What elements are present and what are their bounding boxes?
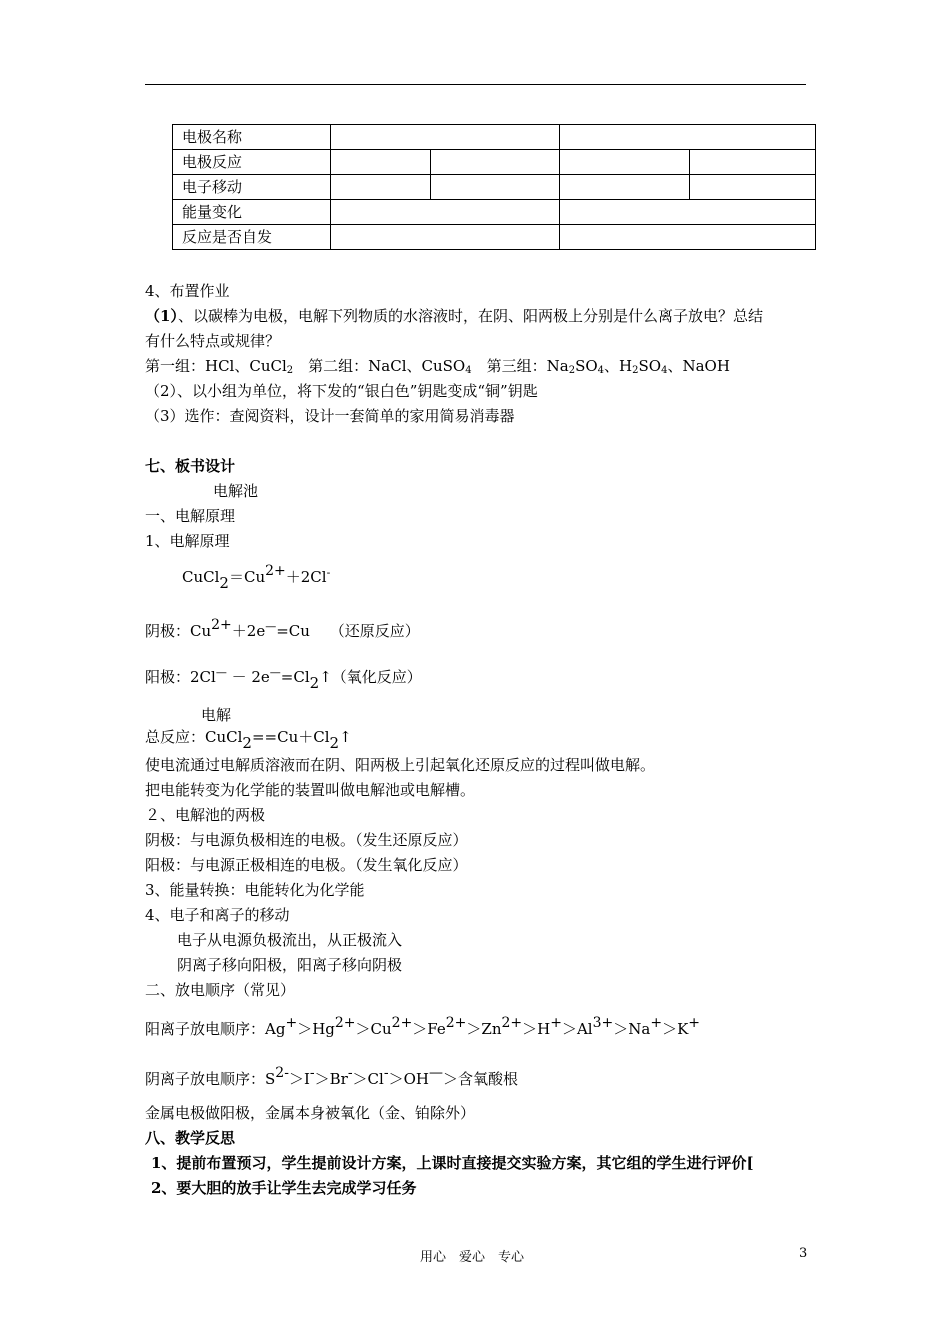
cation-ion: ＞K [662,1020,689,1038]
section-1-1: 1、电解原理 [145,532,230,550]
reflection-heading: 八、教学反思 [145,1129,236,1147]
anion-ion: S [265,1070,276,1088]
homework-groups: 第一组：HCl、CuCl$_2$ 第二组：NaCl、CuSO$_4$ 第三组：$Na_2SO_4$、$H_2SO_4$、NaOH [145,357,730,376]
group-3-e: 、NaOH [667,357,730,375]
section-4-b: 阴离子移向阳极，阳离子移向阴极 [177,956,403,974]
table-row [173,175,816,200]
row-label: 电极名称 [173,125,331,150]
section-3: 3、能量转换：电能转化为化学能 [145,881,365,899]
cation-ion-charge: + [285,1015,298,1031]
table-cell [560,175,690,200]
group-3-b: SO [575,357,598,375]
cation-ion: ＞Hg [297,1020,335,1038]
table-cell [331,225,560,250]
homework-heading: 4、布置作业 [145,282,230,300]
anion-label: 阴离子放电顺序： [145,1070,266,1088]
group-3-c: 、H [604,357,633,375]
cation-ion-charge: + [550,1015,562,1031]
ionization-equation: CuCl2＝Cu2+＋2Cl- [182,563,331,592]
cation-ion-charge: 2+ [501,1015,523,1031]
table-row [173,200,816,225]
row-label: 电子移动 [173,175,331,200]
anion-ion-charge: — [428,1065,443,1081]
cation-ion: ＞Na [613,1020,651,1038]
section-4-a: 电子从电源负极流出，从正极流入 [177,931,403,949]
group-3: 第三组：Na [486,357,569,375]
anion-ion-charge: - [347,1065,353,1081]
reflection-1: 1、提前布置预习，学生提前设计方案，上课时直接提交实验方案，其它组的学生进行评价[ [151,1154,754,1172]
metal-electrode-note: 金属电极做阳极，金属本身被氧化（金、铂除外） [145,1104,476,1122]
table-row [173,125,816,150]
q1-text: 、以碳棒为电极，电解下列物质的水溶液时，在阴、阳两极上分别是什么离子放电？总结 [177,307,763,325]
cation-ion: ＞Al [561,1020,593,1038]
group-1: 第一组：HCl、CuCl [145,357,287,375]
definition-1: 使电流通过电解质溶液而在阴、阳两极上引起氧化还原反应的过程叫做电解。 [145,756,656,774]
cation-ion-charge: 2+ [334,1015,356,1031]
definition-2: 把电能转变为化学能的装置叫做电解池或电解槽。 [145,781,476,799]
row-label: 电极反应 [173,150,331,175]
anion-ion: ＞I [288,1070,310,1088]
anion-ion: ＞含氧酸根 [442,1070,518,1088]
table-cell [331,125,560,150]
section-2-a: 阴极：与电源负极相连的电极。（发生还原反应） [145,831,468,849]
page-number: 3 [799,1246,808,1261]
table-row [173,150,816,175]
reflection-2: 2、要大胆的放手让学生去完成学习任务 [151,1179,417,1197]
overall-equation: 总反应：CuCl2==Cu＋Cl2↑ [145,728,352,752]
anion-ion-charge: - [383,1065,389,1081]
board-heading: 七、板书设计 [145,457,236,475]
section-1: 一、电解原理 [145,507,236,525]
anion-order [145,1065,518,1090]
anion-ion: ＞OH [388,1070,429,1088]
table-cell [560,125,816,150]
table-cell [560,225,816,250]
cation-ion: ＞Cu [355,1020,392,1038]
anion-ion: ＞Br [314,1070,348,1088]
electrolysis-condition: 电解 [201,706,232,724]
board-title: 电解池 [213,482,259,500]
row-label: 能量变化 [173,200,331,225]
table-cell [431,150,560,175]
cation-label: 阳离子放电顺序： [145,1020,266,1038]
table-cell [431,175,560,200]
homework-q2: （2）、以小组为单位，将下发的“银白色”钥匙变成“铜”钥匙 [145,382,538,400]
table-cell [560,200,816,225]
cation-ion-charge: + [688,1015,701,1031]
cation-ion: Ag [265,1020,286,1038]
cation-ion: ＞Zn [466,1020,502,1038]
electrode-table [172,124,816,250]
header-rule [145,84,806,85]
table-cell [690,175,816,200]
cation-ion: ＞Fe [412,1020,446,1038]
section-5: 二、放电顺序（常见） [145,981,296,999]
table-row [173,225,816,250]
homework-q3: （3）选作：查阅资料，设计一套简单的家用简易消毒器 [145,407,515,425]
cation-ion-charge: + [650,1015,663,1031]
section-2: ２、电解池的两极 [145,806,266,824]
homework-q1 [145,305,763,327]
group-3-d: SO [638,357,662,375]
cation-ion: ＞H [522,1020,551,1038]
group-2: 第二组：NaCl、CuSO [308,357,466,375]
cation-ion-charge: 3+ [592,1015,614,1031]
section-4: 4、电子和离子的移动 [145,906,290,924]
cation-order [145,1015,701,1040]
cathode-equation: 阴极：Cu2+＋2e—=Cu （还原反应） [145,617,420,640]
cation-ion-charge: 2+ [445,1015,467,1031]
anion-ion-charge: - [309,1065,315,1081]
table-cell [331,175,431,200]
table-cell [331,150,431,175]
footer-motto: 用心 爱心 专心 [420,1250,525,1265]
section-2-b: 阳极：与电源正极相连的电极。（发生氧化反应） [145,856,468,874]
q1-number: （1） [145,307,178,325]
table-cell [690,150,816,175]
table-cell [331,200,560,225]
anion-ion-charge: 2- [275,1065,289,1081]
anion-ion: ＞Cl [352,1070,384,1088]
cation-ion-charge: 2+ [391,1015,413,1031]
anode-equation: 阳极：2Cl— － 2e—=Cl2↑（氧化反应） [145,666,422,692]
row-label: 反应是否自发 [173,225,331,250]
table-cell [560,150,690,175]
homework-q1-cont: 有什么特点或规律？ [145,332,281,350]
